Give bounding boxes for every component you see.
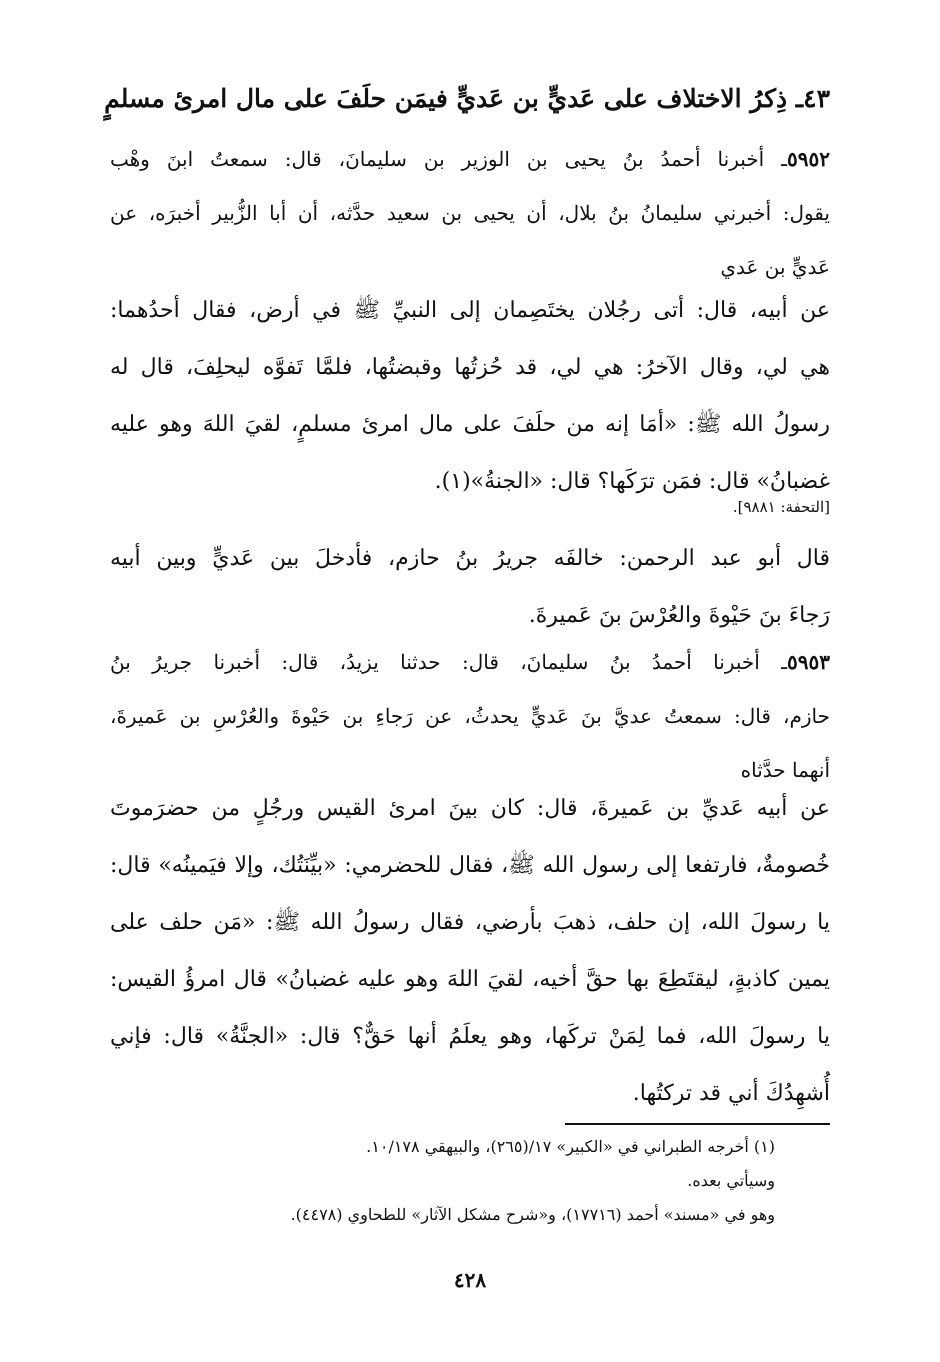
commentary-line: رَجاءَ بنَ حَيْوةَ والعُرْسَ بنَ عَميرةَ. <box>528 603 830 628</box>
matn-line: عن أبيه، قال: أتى رجُلان يختَصِمان إلى النبيِّ ﷺ في أرض، فقال أحدُهما: <box>110 298 830 323</box>
chain-line: ٥٩٥٣ـ أخبرنا أحمدُ بنُ سليمانَ، قال: حدثنا يزيدُ، قال: أخبرنا جريرُ بنُ <box>110 650 830 674</box>
hadith-5953-matn <box>110 780 830 1122</box>
chain-line: أنهما حدَّثاه <box>740 758 830 782</box>
page-number: ٤٢٨ <box>453 1268 487 1292</box>
matn-line: هي لي، وقال الآخرُ: هي لي، قد حُزتُها وقبضتُها، فلمَّا تَفوَّه ليحلِفَ، قال له <box>110 355 830 380</box>
footnote-line: وهو في «مسند» أحمد (١٧٧١٦)، و«شرح مشكل الآثار» للطحاوي (٤٤٧٨). <box>290 1205 775 1224</box>
matn-line: غضبانُ» قال: فمَن ترَكَها؟ قال: «الجنةُ»(١). <box>434 469 830 494</box>
book-page <box>104 70 830 1320</box>
matn-line: يمين كاذبةٍ، ليقتَطِعَ بها حقَّ أخيه، لقيَ اللهَ وهو عليه غضبانُ» قال امرؤُ القيس: <box>110 967 830 992</box>
tuhfa-reference: [التحفة: ٩٨٨١]. <box>732 498 830 516</box>
footnote-divider <box>565 1123 830 1125</box>
matn-line: عن أبيه عَديِّ بن عَميرةَ، قال: كان بينَ امرئ القيس ورجُلٍ من حضرَموتَ <box>110 796 830 821</box>
matn-line: يا رسولَ الله، فما لِمَنْ تركَها، وهو يعلَمُ أنها حَقٌّ؟ قال: «الجنَّةُ» قال: فإني <box>110 1024 830 1049</box>
footnote-1: (١) أخرجه الطبراني في «الكبير» ١٧/(٢٦٥)، والبيهقي ١٠/١٧٨. <box>366 1137 775 1156</box>
chain-line: ٥٩٥٢ـ أخبرنا أحمدُ بنُ يحيى بن الوزير بن سليمانَ، قال: سمعتُ ابنَ وهْب <box>110 147 830 171</box>
commentary <box>110 530 830 644</box>
hadith-5953-chain <box>110 635 830 797</box>
section-heading: ٤٣ـ ذِكرُ الاختلاف على عَديٍّ بن عَديٍّ فيمَن حلَفَ على مال امرئ مسلمٍ <box>104 84 830 113</box>
hadith-5952-matn <box>110 282 830 510</box>
hadith-5952-chain <box>110 132 830 294</box>
commentary-line: قال أبو عبد الرحمن: خالفَه جريرُ بنُ حازم، فأدخلَ بين عَديٍّ وبين أبيه <box>110 546 830 571</box>
chain-line: حازم، قال: سمعتُ عديَّ بنَ عَديٍّ يحدثُ، عن رَجاءِ بن حَيْوةَ والعُرْسِ بن عَميرةَ، <box>110 704 830 728</box>
chain-line: عَديٍّ بن عَدي <box>720 255 830 279</box>
hadith-number: ٥٩٥٣ <box>787 650 830 674</box>
hadith-number: ٥٩٥٢ <box>787 147 830 171</box>
matn-line: خُصومةٌ، فارتفعا إلى رسول الله ﷺ، فقال للحضرمي: «بيِّنَتُك، وإلا فيَمينُه» قال: <box>110 853 830 878</box>
chain-line: يقول: أخبرني سليمانُ بنُ بلال، أن يحيى بن سعيد حدَّثه، أن أبا الزُّبير أخبرَه، عن <box>110 201 830 225</box>
matn-line: رسولُ الله ﷺ: «أمَا إنه من حلَفَ على مال امرئ مسلمٍ، لقيَ اللهَ وهو عليه <box>110 412 830 437</box>
footnote-line: وسيأتي بعده. <box>687 1171 775 1190</box>
matn-line: أُشهِدُكَ أني قد تركتُها. <box>632 1081 830 1106</box>
matn-line: يا رسولَ الله، إن حلف، ذهبَ بأرضي، فقال رسولُ الله ﷺ: «مَن حلف على <box>110 910 830 935</box>
